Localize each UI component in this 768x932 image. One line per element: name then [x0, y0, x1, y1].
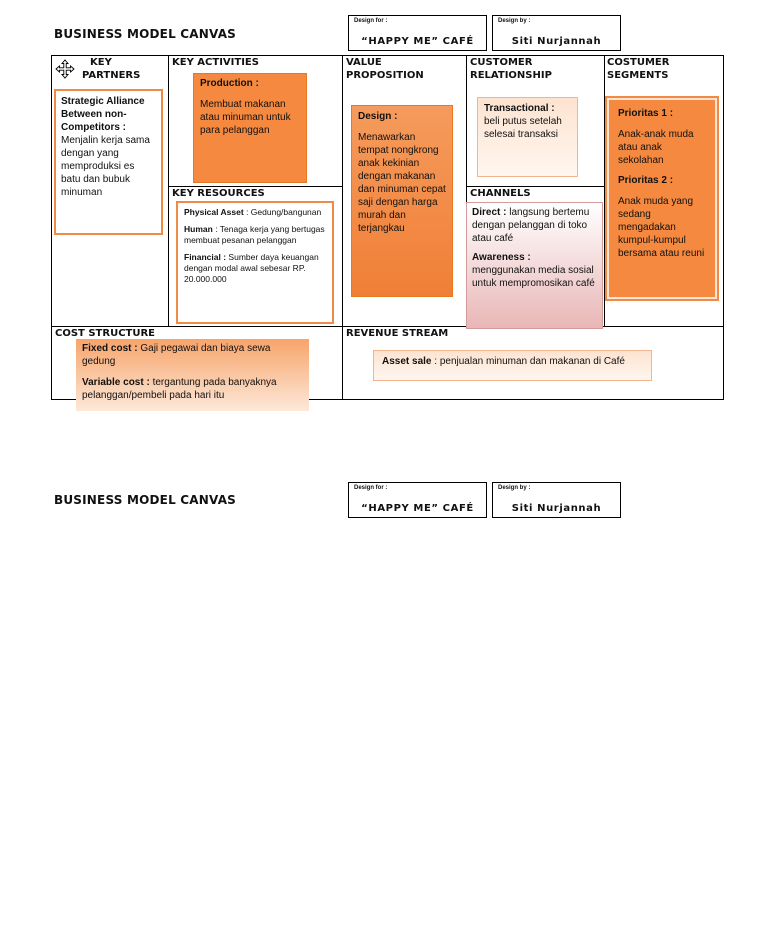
fixed-cost-text: Gaji pegawai dan biaya sewa gedung	[82, 343, 271, 367]
key-resources-title: KEY RESOURCES	[172, 188, 265, 199]
revenue-stream-title: REVENUE STREAM	[346, 328, 449, 339]
page-2-design-by-label: Design by :	[498, 485, 531, 491]
priority-2-heading: Prioritas 2 :	[618, 175, 674, 186]
key-activities-heading: Production :	[200, 78, 259, 89]
channels-card	[466, 202, 603, 329]
physical-asset-label: Physical Asset	[184, 207, 244, 217]
key-partners-heading: Strategic Alliance Between non-Competitors :	[61, 96, 145, 133]
design-by-label: Design by :	[498, 18, 531, 24]
design-by-value: Siti Nurjannah	[511, 36, 602, 47]
financial-label: Financial :	[184, 252, 227, 262]
awareness-text: menggunakan media sosial untuk mempromosikan café	[472, 265, 595, 289]
design-for-label: Design for :	[354, 18, 388, 24]
value-proposition-title-2: PROPOSITION	[346, 70, 424, 81]
cost-structure-card	[76, 339, 309, 411]
value-proposition-title-1: VALUE	[346, 57, 382, 68]
asset-sale-text: : penjualan minuman dan makanan di Café	[434, 356, 625, 367]
variable-cost-text: tergantung pada banyaknya pelanggan/pembeli pada hari itu	[82, 377, 277, 401]
design-for-value: “HAPPY ME” CAFÉ	[361, 36, 474, 47]
page-2-design-for-value: “HAPPY ME” CAFÉ	[361, 503, 474, 514]
fixed-cost-label: Fixed cost :	[82, 343, 138, 354]
financial-text: Sumber daya keuangan dengan modal awal sebesar RP. 20.000.000	[184, 252, 319, 284]
customer-segments-title-2: SEGMENTS	[607, 70, 669, 81]
key-partners-card	[54, 89, 163, 235]
page-2-design-for-label: Design for :	[354, 485, 388, 491]
asset-sale-label: Asset sale	[382, 356, 432, 367]
priority-1-heading: Prioritas 1 :	[618, 108, 674, 119]
value-proposition-text: Menawarkan tempat nongkrong anak kekinian dengan makanan dan minuman cepat saji dengan harga murah dan terjangkau	[358, 132, 446, 234]
cost-structure-title: COST STRUCTURE	[55, 328, 155, 339]
customer-relationship-title-2: RELATIONSHIP	[470, 70, 552, 81]
variable-cost-label: Variable cost :	[82, 377, 150, 388]
priority-1-text: Anak-anak muda atau anak sekolahan	[618, 129, 694, 166]
value-proposition-heading: Design :	[358, 111, 398, 122]
awareness-label: Awareness :	[472, 252, 531, 263]
page-2-design-for-box	[348, 482, 487, 518]
direct-text: langsung bertemu dengan pelanggan di toko atau café	[472, 207, 590, 244]
customer-relationship-title-1: CUSTOMER	[470, 57, 533, 68]
channels-title: CHANNELS	[470, 188, 531, 199]
key-activities-title: KEY ACTIVITIES	[172, 57, 259, 68]
priority-2-text: Anak muda yang sedang mengadakan kumpul-kumpul bersama atau reuni	[618, 196, 705, 259]
human-text: : Tenaga kerja yang bertugas membuat pesanan pelanggan	[184, 224, 325, 245]
customer-relationship-text: beli putus setelah selesai transaksi	[484, 116, 562, 140]
key-partners-title-1: KEY	[90, 57, 112, 68]
page-2-design-by-value: Siti Nurjannah	[511, 503, 602, 514]
revenue-stream-card	[373, 350, 652, 381]
key-activities-card	[193, 73, 307, 183]
physical-asset-text: : Gedung/bangunan	[246, 207, 322, 217]
customer-segments-card	[605, 96, 719, 301]
page-2-title: BUSINESS MODEL CANVAS	[54, 493, 237, 507]
customer-segments-title-1: COSTUMER	[607, 57, 670, 68]
customer-relationship-card	[477, 97, 578, 177]
design-by-box	[492, 15, 621, 51]
key-partners-title-2: PARTNERS	[82, 70, 141, 81]
page-title: BUSINESS MODEL CANVAS	[54, 27, 237, 41]
design-for-box	[348, 15, 487, 51]
value-proposition-card	[351, 105, 453, 297]
move-arrows-icon	[55, 59, 75, 79]
customer-relationship-heading: Transactional :	[484, 103, 555, 114]
human-label: Human	[184, 224, 213, 234]
key-resources-card	[176, 201, 334, 324]
key-partners-text: Menjalin kerja sama dengan yang memproduksi es batu dan bubuk minuman	[61, 135, 150, 198]
key-activities-text: Membuat makanan atau minuman untuk para pelanggan	[200, 99, 291, 136]
page-2-design-by-box	[492, 482, 621, 518]
direct-label: Direct :	[472, 207, 507, 218]
